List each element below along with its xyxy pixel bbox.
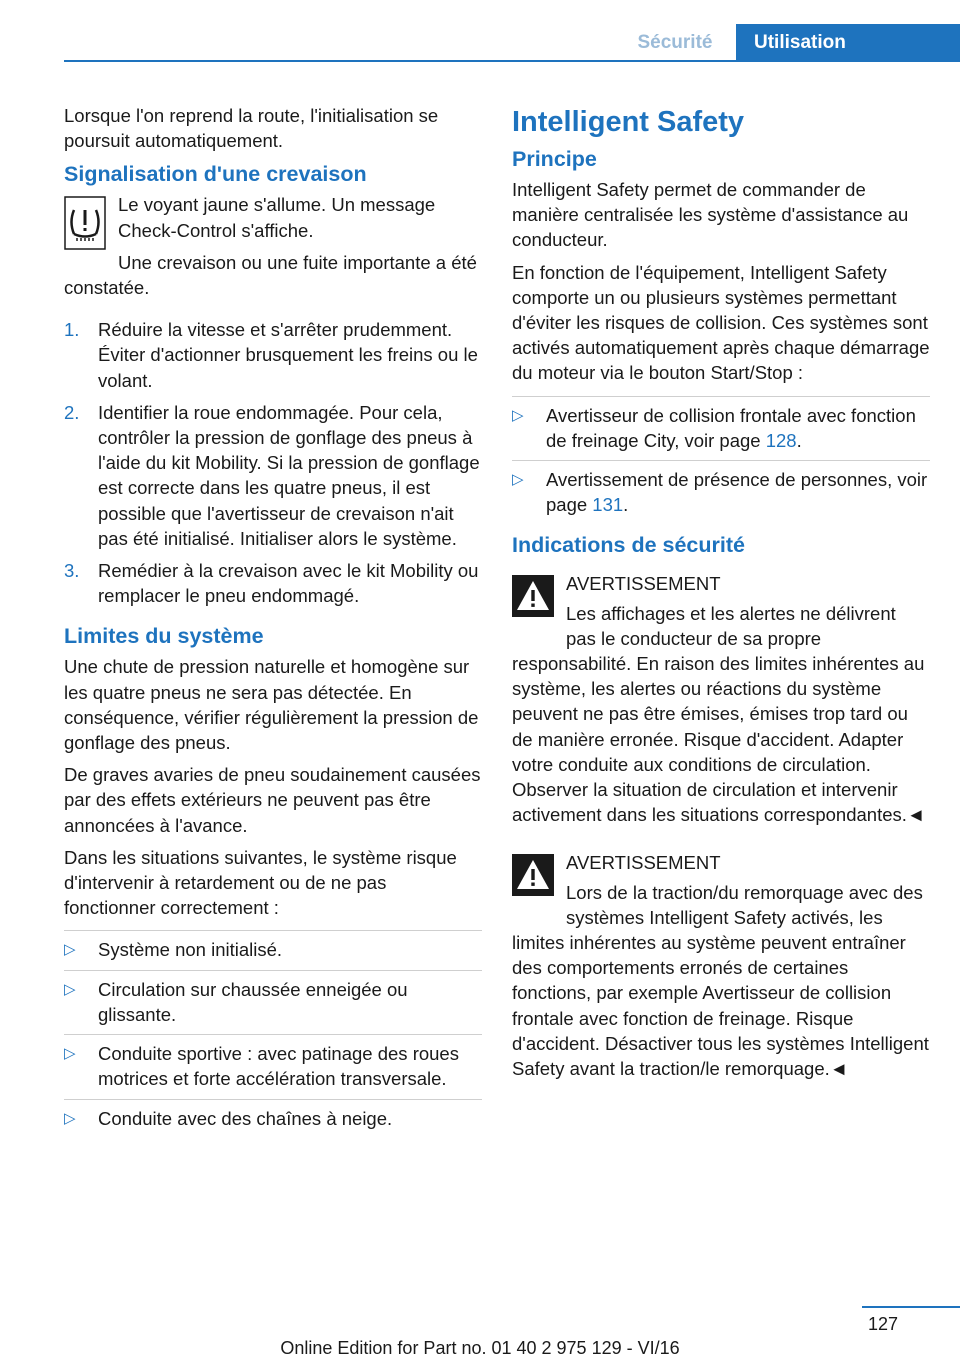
page-link-131[interactable]: 131: [592, 494, 624, 516]
bullet-triangle-icon: ▷: [64, 980, 76, 998]
bullet-triangle-icon: ▷: [512, 406, 524, 424]
heading-safety-notes: Indications de sécurité: [512, 533, 745, 558]
bullet-triangle-icon: ▷: [512, 471, 524, 489]
heading-principe: Principe: [512, 147, 597, 171]
warning-title: AVERTISSEMENT: [566, 573, 721, 595]
principe-text-1: Intelligent Safety permet de commander de manière centralisée les système d'assistance au conducteur.: [512, 179, 909, 251]
principe-text-2: En fonction de l'équipement, Intelligent Safety comporte un ou plusieurs systèmes permettant d'éviter les risques de collision. Ces systèmes sont activés automatiquement après chaque démarrage du moteur via le bouton Start/Stop :: [512, 261, 930, 384]
warning-title: AVERTISSEMENT: [566, 852, 721, 874]
list-item: ▷ Avertisseur de collision frontale avec fonction de freinage City, voir page 128.: [512, 396, 930, 453]
step-item: 2. Identifier la roue endommagée. Pour cela, contrôler la pression de gonflage des pneus à l'aide du kit Mobility. Si la pression de gonflage est correcte dans les quatre pneus, il est possible que l'avertisseur de crevaison n'ait pas été initialisé. Initialiser alors le système.: [64, 401, 480, 549]
intro-text: Lorsque l'on reprend la route, l'initialisation se poursuit automatiquement.: [64, 105, 439, 152]
list-item: ▷ Avertissement de présence de personnes, voir page 131.: [512, 460, 930, 517]
steps-list: [64, 317, 482, 608]
heading-flat-tire: Signalisation d'une crevaison: [64, 162, 367, 187]
tab-utilisation[interactable]: Utilisation: [736, 24, 960, 62]
list-item: ▷ Conduite avec des chaînes à neige.: [64, 1099, 482, 1131]
heading-system-limits: Limites du système: [64, 624, 264, 649]
bullet-triangle-icon: ▷: [64, 1045, 76, 1063]
page-number: 127: [867, 1314, 898, 1334]
list-item: ▷ Système non initialisé.: [64, 930, 482, 962]
heading-intelligent-safety: Intelligent Safety: [512, 106, 745, 138]
flat-tire-warning: [64, 192, 482, 307]
limits-text-1: Une chute de pression naturelle et homogène sur les quatre pneus ne sera pas détectée. En conséquence, vérifier régulièrement la pression de gonflage des pneus.: [64, 656, 479, 754]
limits-list: [64, 930, 482, 1130]
warning-triangle-icon: [512, 854, 554, 902]
tire-pressure-warning-icon: [64, 196, 106, 256]
warning-triangle-icon: [512, 575, 554, 623]
warning-block: [512, 850, 930, 1088]
left-column: [64, 103, 482, 1141]
flat-tire-text-2: Une crevaison ou une fuite importante a été constatée.: [64, 251, 477, 299]
footer-rule: [862, 1306, 960, 1308]
flat-tire-text-1: Le voyant jaune s'allume. Un message Check-Control s'affiche.: [118, 194, 436, 241]
step-item: 3. Remédier à la crevaison avec le kit Mobility ou remplacer le pneu endommagé.: [64, 560, 479, 607]
list-item: ▷ Circulation sur chaussée enneigée ou glissante.: [64, 970, 482, 1027]
warning-text-2: Lors de la traction/du remorquage avec des systèmes Intelligent Safety activés, les limites inhérentes au système peuvent entraîner des comportements erronés de certaines fonctions, par exemple Avertisseur de collision frontale avec fonction de freinage. Risque d'accident. Désactiver tous les systèmes Intelligent Safety avant la traction/le remorquage.◄: [512, 881, 929, 1080]
limits-text-3: Dans les situations suivantes, le système risque d'intervenir à retardement ou de ne pas fonctionner correctement :: [64, 846, 457, 919]
bullet-triangle-icon: ▷: [64, 941, 76, 959]
list-item: ▷ Conduite sportive : avec patinage des roues motrices et forte accélération transversale.: [64, 1034, 482, 1091]
warning-block: [512, 571, 930, 834]
edition-footer: Online Edition for Part no. 01 40 2 975 129 - VI/16: [280, 1338, 680, 1358]
page-link-128[interactable]: 128: [765, 429, 797, 451]
step-item: 1. Réduire la vitesse et s'arrêter prudemment. Éviter d'actionner brusquement les freins ou le volant.: [64, 319, 478, 391]
bullet-triangle-icon: ▷: [64, 1109, 76, 1127]
tab-securite[interactable]: Sécurité: [637, 32, 713, 53]
warning-text-1: Les affichages et les alertes ne délivrent pas le conducteur de sa propre responsabilité. En raison des limites inhérentes au système, les alertes ou réactions du système peuvent ne pas être émises, émises trop tard ou de manière erronée. Risque d'accident. Adapter votre conduite aux conditions de circulation. Observer la situation de circulation et intervenir activement dans les situations correspondantes.◄: [512, 602, 926, 826]
limits-text-2: De graves avaries de pneu soudainement causées par des effets extérieurs ne peuvent pas être annoncées à l'avance.: [64, 764, 481, 836]
systems-list: [512, 396, 930, 518]
right-column: [512, 103, 930, 1088]
